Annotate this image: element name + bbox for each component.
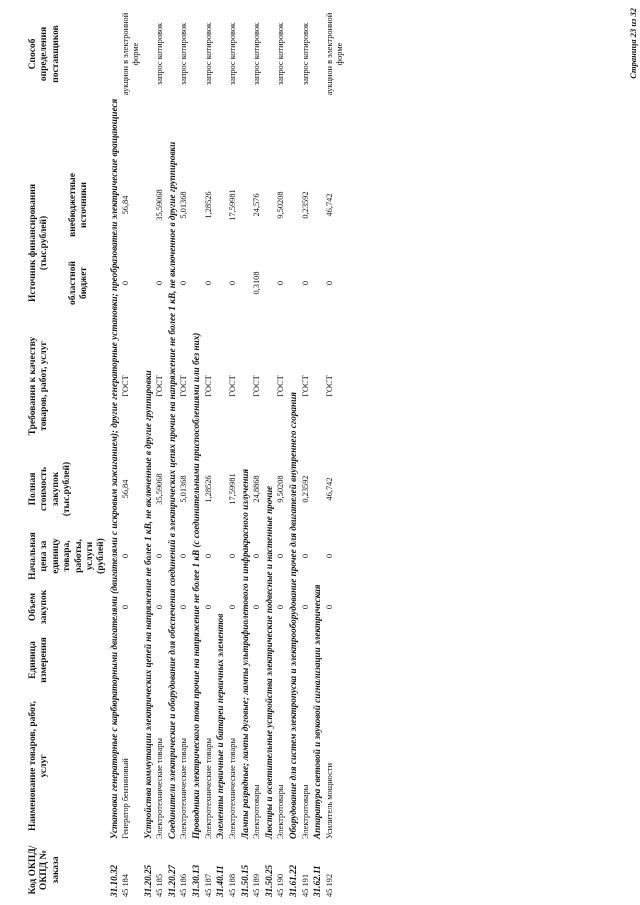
- item-total: 35,59068: [155, 473, 165, 505]
- item-funding-extra: 0,23592: [300, 191, 310, 219]
- order-number: [178, 841, 190, 899]
- item-price: 0: [203, 553, 213, 559]
- item-unit: [154, 629, 166, 691]
- order-id: 189: [252, 873, 262, 887]
- section-title: Элементы первичные и батареи первичных элементов: [215, 613, 226, 839]
- section-title: Лампы разрядные; лампы дуговые; лампы ультрафиолетового и инфракрасного излучения: [239, 468, 250, 839]
- item-spacer: [178, 99, 190, 165]
- item-name: Электротехнические товары: [155, 737, 165, 839]
- section-title: Оборудование для систем электропуска и электрооборудование прочее для двигателей внутреннего сгорания: [288, 392, 299, 839]
- order-number: [203, 841, 215, 899]
- item-price: 0: [121, 553, 131, 559]
- item-name: Электротехнические товары: [203, 737, 213, 839]
- item-price: 0: [252, 553, 262, 559]
- table-header-row: [28, 9, 68, 899]
- section-title: Соединители электрические и оборудование для обеспечения соединений в электрических цепях прочие на напряжение не более 1 кВ, не включенное в другие группировки: [166, 141, 177, 839]
- item-volume: 0: [227, 604, 237, 610]
- header-code: Код ОКПД/ ОКПД № заказа: [28, 845, 61, 895]
- section-code: 31.50.15: [239, 864, 250, 897]
- item-funding-regional: 0: [300, 280, 310, 286]
- section-title: Люстры и осветительные устройства электрические подвесные и настенные прочие: [263, 485, 274, 839]
- item-funding-regional: 0,3108: [252, 271, 262, 295]
- order-id: 191: [300, 873, 310, 887]
- item-price: 0: [300, 553, 310, 559]
- item-funding-extra: 1,28526: [203, 191, 213, 219]
- item-volume: 0: [300, 604, 310, 610]
- header-funding-extra: внебюджетные источники: [67, 173, 90, 237]
- order-number: [300, 841, 312, 899]
- header-price: Начальная цена за единицу товара, работы, услуги (рублей): [28, 532, 107, 580]
- item-name: Электротовары: [300, 784, 310, 839]
- header-method: Способ определения поставщиков: [28, 25, 61, 83]
- order-prefix: 45: [155, 888, 165, 897]
- order-prefix: 45: [324, 888, 334, 897]
- section-code: 31.40.11: [215, 865, 226, 897]
- item-unit: [178, 629, 190, 691]
- table-row: [227, 9, 239, 899]
- table-row: [154, 9, 166, 899]
- item-requirements: ГОСТ: [227, 375, 237, 397]
- item-volume: 0: [203, 604, 213, 610]
- item-spacer: [275, 99, 287, 165]
- item-spacer: [203, 99, 215, 165]
- item-funding-extra: 17,59981: [227, 189, 237, 221]
- item-method: запрос котировок: [276, 22, 286, 86]
- order-id: 188: [227, 873, 237, 887]
- item-funding-regional: 0: [121, 280, 131, 286]
- section-code: 31.62.11: [312, 865, 323, 897]
- item-requirements: ГОСТ: [121, 375, 131, 397]
- item-price: 0: [276, 553, 286, 559]
- table-row: [324, 9, 345, 899]
- item-method: запрос котировок: [179, 22, 189, 86]
- item-spacer: [300, 99, 312, 165]
- table-row: [275, 9, 287, 899]
- section-code: 31.50.25: [263, 864, 274, 897]
- header-spacer: [28, 99, 108, 165]
- order-number: [251, 841, 263, 899]
- item-total: 24,8868: [252, 475, 262, 503]
- item-volume: 0: [155, 604, 165, 610]
- item-volume: 0: [179, 604, 189, 610]
- header-volume: Объем закупок: [28, 589, 50, 625]
- item-funding-extra: 56,84: [121, 195, 131, 215]
- item-total: 0,23592: [300, 475, 310, 503]
- item-requirements: ГОСТ: [155, 375, 165, 397]
- order-prefix: 45: [227, 888, 237, 897]
- section-row: [166, 9, 179, 899]
- item-price: 0: [227, 553, 237, 559]
- item-price: 0: [155, 553, 165, 559]
- order-number: [120, 841, 141, 899]
- item-name: Электротовары: [252, 784, 262, 839]
- order-id: 187: [203, 873, 213, 887]
- header-funding: Источник финансирования (тыс.рублей): [28, 183, 50, 302]
- item-name: Электротехнические товары: [179, 737, 189, 839]
- item-unit: [251, 629, 263, 691]
- order-id: 184: [121, 873, 131, 887]
- item-unit: [203, 629, 215, 691]
- item-total: 9,50208: [276, 475, 286, 503]
- table-row: [203, 9, 215, 899]
- item-method: запрос котировок: [252, 22, 262, 86]
- item-name: Электротехнические товары: [227, 737, 237, 839]
- table-row: [300, 9, 312, 899]
- order-prefix: 45: [300, 888, 310, 897]
- order-prefix: 45: [121, 888, 131, 897]
- order-number: [227, 841, 239, 899]
- item-total: 17,59981: [227, 473, 237, 505]
- section-row: [108, 9, 121, 899]
- header-requirements: Требования к качеству товаров, работ, услуг: [28, 336, 50, 436]
- item-funding-extra: 46,742: [324, 193, 334, 217]
- item-funding-extra: 24,576: [252, 193, 262, 217]
- section-row: [263, 9, 276, 899]
- item-total: 46,742: [324, 477, 334, 501]
- section-title: Установки генераторные с карбюраторными двигателями (двигателями с искровым зажиганием); другие генераторные установки; преобразователи электрические вращающиеся: [108, 98, 119, 839]
- section-row: [214, 9, 227, 899]
- item-requirements: ГОСТ: [252, 375, 262, 397]
- item-funding-regional: 0: [155, 280, 165, 286]
- item-method: запрос котировок: [227, 22, 237, 86]
- order-id: 190: [276, 873, 286, 887]
- item-requirements: ГОСТ: [179, 375, 189, 397]
- item-volume: 0: [276, 604, 286, 610]
- item-unit: [275, 629, 287, 691]
- item-unit: [300, 629, 312, 691]
- item-volume: 0: [252, 604, 262, 610]
- order-prefix: 45: [203, 888, 213, 897]
- item-funding-regional: 0: [227, 280, 237, 286]
- section-title: Устройства коммутации электрических цепей на напряжение не более 1 кВ, не включенные в другие группировки: [142, 370, 153, 839]
- table-body: [108, 9, 345, 899]
- item-total: 5,01368: [179, 475, 189, 503]
- table-row: [120, 9, 141, 899]
- header-total: Полная стоимость закупок (тыс.рублей): [28, 461, 73, 517]
- item-unit: [120, 629, 141, 691]
- item-total: 56,84: [121, 479, 131, 499]
- item-funding-regional: 0: [276, 280, 286, 286]
- page-number: Страница 23 из 32: [628, 8, 638, 79]
- item-total: 1,28526: [203, 475, 213, 503]
- section-row: [190, 9, 203, 899]
- item-price: 0: [324, 553, 334, 559]
- section-row: [239, 9, 252, 899]
- item-name: Генератор бензиновый: [121, 758, 131, 839]
- item-volume: 0: [121, 604, 131, 610]
- item-spacer: [120, 99, 141, 165]
- table-row: [178, 9, 190, 899]
- item-unit: [227, 629, 239, 691]
- item-name: Электротовары: [276, 784, 286, 839]
- item-method: запрос котировок: [203, 22, 213, 86]
- table-row: [251, 9, 263, 899]
- section-code: 31.20.25: [142, 864, 153, 897]
- item-funding-extra: 35,59068: [155, 189, 165, 221]
- order-number: [275, 841, 287, 899]
- item-funding-regional: 0: [203, 280, 213, 286]
- item-unit: [324, 629, 345, 691]
- section-code: 31.10.32: [108, 864, 119, 897]
- item-method: аукцион в электронной форме: [324, 12, 344, 96]
- section-row: [287, 9, 300, 899]
- order-id: 185: [155, 873, 165, 887]
- item-funding-extra: 9,50208: [276, 191, 286, 219]
- order-id: 186: [179, 873, 189, 887]
- item-spacer: [154, 99, 166, 165]
- order-id: 192: [324, 873, 334, 887]
- item-funding-extra: 5,01368: [179, 191, 189, 219]
- item-requirements: ГОСТ: [324, 375, 334, 397]
- item-name: Усилитель мощности: [324, 763, 334, 839]
- item-method: запрос котировок: [300, 22, 310, 86]
- order-prefix: 45: [252, 888, 262, 897]
- order-prefix: 45: [276, 888, 286, 897]
- item-funding-regional: 0: [179, 280, 189, 286]
- header-funding-regional: областной бюджет: [67, 261, 90, 305]
- section-title: Проводники электрического тока прочие на напряжение не более 1 кВ (с соединительными приспособлениями или без них): [191, 332, 202, 839]
- order-number: [324, 841, 345, 899]
- item-volume: 0: [324, 604, 334, 610]
- order-number: [154, 841, 166, 899]
- section-row: [311, 9, 324, 899]
- item-requirements: ГОСТ: [203, 375, 213, 397]
- item-method: аукцион в электронной форме: [121, 12, 140, 96]
- section-code: 31.20.27: [166, 864, 177, 897]
- section-code: 31.30.13: [191, 864, 202, 897]
- item-price: 0: [179, 553, 189, 559]
- item-spacer: [251, 99, 263, 165]
- header-unit: Единица измерения: [28, 637, 50, 683]
- procurement-table: [28, 9, 345, 899]
- item-spacer: [227, 99, 239, 165]
- section-row: [142, 9, 155, 899]
- section-code: 31.61.22: [288, 864, 299, 897]
- item-funding-regional: 0: [324, 280, 334, 286]
- order-prefix: 45: [179, 888, 189, 897]
- section-title: Аппаратура световой и звуковой сигнализации электрическая: [312, 584, 323, 839]
- item-spacer: [324, 99, 345, 165]
- item-requirements: ГОСТ: [300, 375, 310, 397]
- item-requirements: ГОСТ: [276, 375, 286, 397]
- item-method: запрос котировок: [155, 22, 165, 86]
- header-name: Наименование товаров, работ, услуг: [28, 701, 50, 831]
